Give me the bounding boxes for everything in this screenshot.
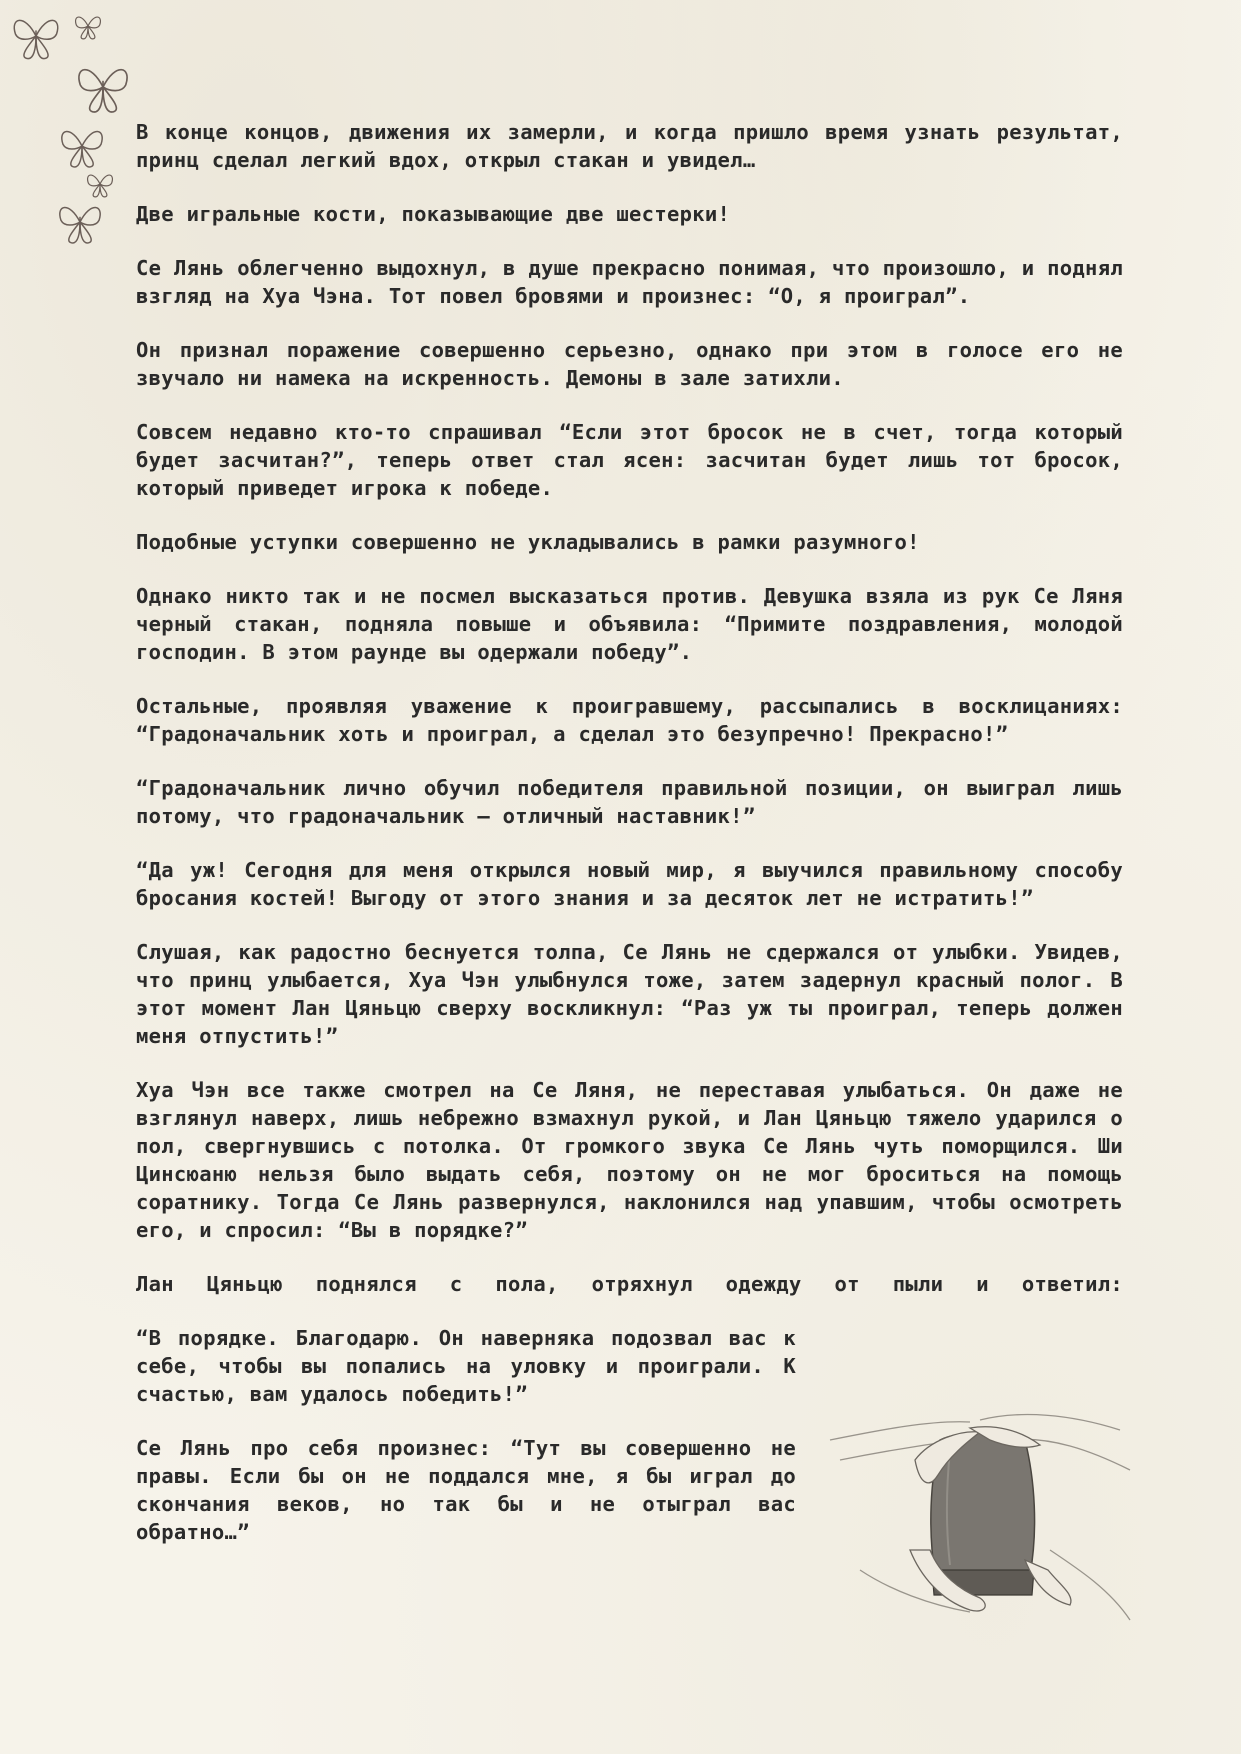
paragraph: В конце концов, движения их замерли, и когда пришло время узнать результат, принц сделал легкий вдох, открыл стакан и увидел… (136, 120, 1123, 172)
paragraph: “Градоначальник лично обучил победителя правильной позиции, он выиграл лишь потому, что градоначальник — отличный наставник!” (136, 776, 1123, 828)
dice-cup-illustration (820, 1400, 1140, 1630)
dice-cup-drawing (820, 1400, 1140, 1630)
paragraph: Совсем недавно кто-то спрашивал “Если этот бросок не в счет, тогда который будет засчитан?”, теперь ответ стал ясен: засчитан будет лишь тот бросок, который приведет игрока к победе. (136, 420, 1123, 500)
paragraph: Хуа Чэн все также смотрел на Се Ляня, не переставая улыбаться. Он даже не взглянул наверх, лишь небрежно взмахнул рукой, и Лан Цяньцю тяжело ударился о пол, свергнувшись с потолка. От громкого звука Се Лянь чуть поморщился. Ши Цинсюаню нельзя было выдать себя, поэтому он не мог броситься на помощь соратнику. Тогда Се Лянь развернулся, наклонился над упавшим, чтобы осмотреть его, и спросил: “Вы в порядке?” (136, 1078, 1123, 1242)
paragraph: Он признал поражение совершенно серьезно, однако при этом в голосе его не звучало ни намека на искренность. Демоны в зале затихли. (136, 338, 1123, 390)
butterfly-icon (72, 10, 104, 42)
butterfly-icon (56, 120, 108, 172)
paragraph: Подобные уступки совершенно не укладывались в рамки разумного! (136, 530, 920, 554)
paragraph: Се Лянь облегченно выдохнул, в душе прекрасно понимая, что произошло, и поднял взгляд на Хуа Чэна. Тот повел бровями и произнес: “О, я проиграл”. (136, 256, 1123, 308)
paragraph: Слушая, как радостно беснуется толпа, Се Лянь не сдержался от улыбки. Увидев, что принц улыбается, Хуа Чэн улыбнулся тоже, затем задернул красный полог. В этот момент Лан Цяньцю сверху воскликнул: “Раз уж ты проиграл, теперь должен меня отпустить!” (136, 940, 1123, 1048)
butterfly-icon (8, 8, 64, 64)
butterfly-icon (72, 56, 134, 118)
page-body (136, 118, 1123, 1572)
paragraph: Две игральные кости, показывающие две шестерки! (136, 202, 731, 226)
paragraph: Остальные, проявляя уважение к проигравшему, рассыпались в восклицаниях: “Градоначальник хоть и проиграл, а сделал это безупречно! Прекрасно!” (136, 694, 1123, 746)
butterflies-decoration (0, 0, 150, 260)
paragraph: Однако никто так и не посмел высказаться против. Девушка взяла из рук Се Ляня черный стакан, подняла повыше и объявила: “Примите поздравления, молодой господин. В этом раунде вы одержали победу”. (136, 584, 1123, 664)
paragraph-first-line: Лан Цяньцю поднялся с пола, отряхнул одежду от пыли и ответил: (136, 1272, 1123, 1296)
paragraph-wrapped-text: “В порядке. Благодарю. Он наверняка подозвал вас к себе, чтобы вы попались на уловку и проиграли. К счастью, вам удалось победить!” (136, 1326, 796, 1406)
butterfly-icon (54, 196, 106, 248)
paragraph: “Да уж! Сегодня для меня открылся новый мир, я выучился правильному способу бросания костей! Выгоду от этого знания и за десяток лет не истратить!” (136, 858, 1123, 910)
wrapped-paragraph (136, 1270, 1123, 1408)
paragraph: Се Лянь про себя произнес: “Тут вы совершенно не правы. Если бы он не поддался мне, я бы играл до скончания веков, но так бы и не отыграл вас обратно…” (136, 1436, 796, 1544)
